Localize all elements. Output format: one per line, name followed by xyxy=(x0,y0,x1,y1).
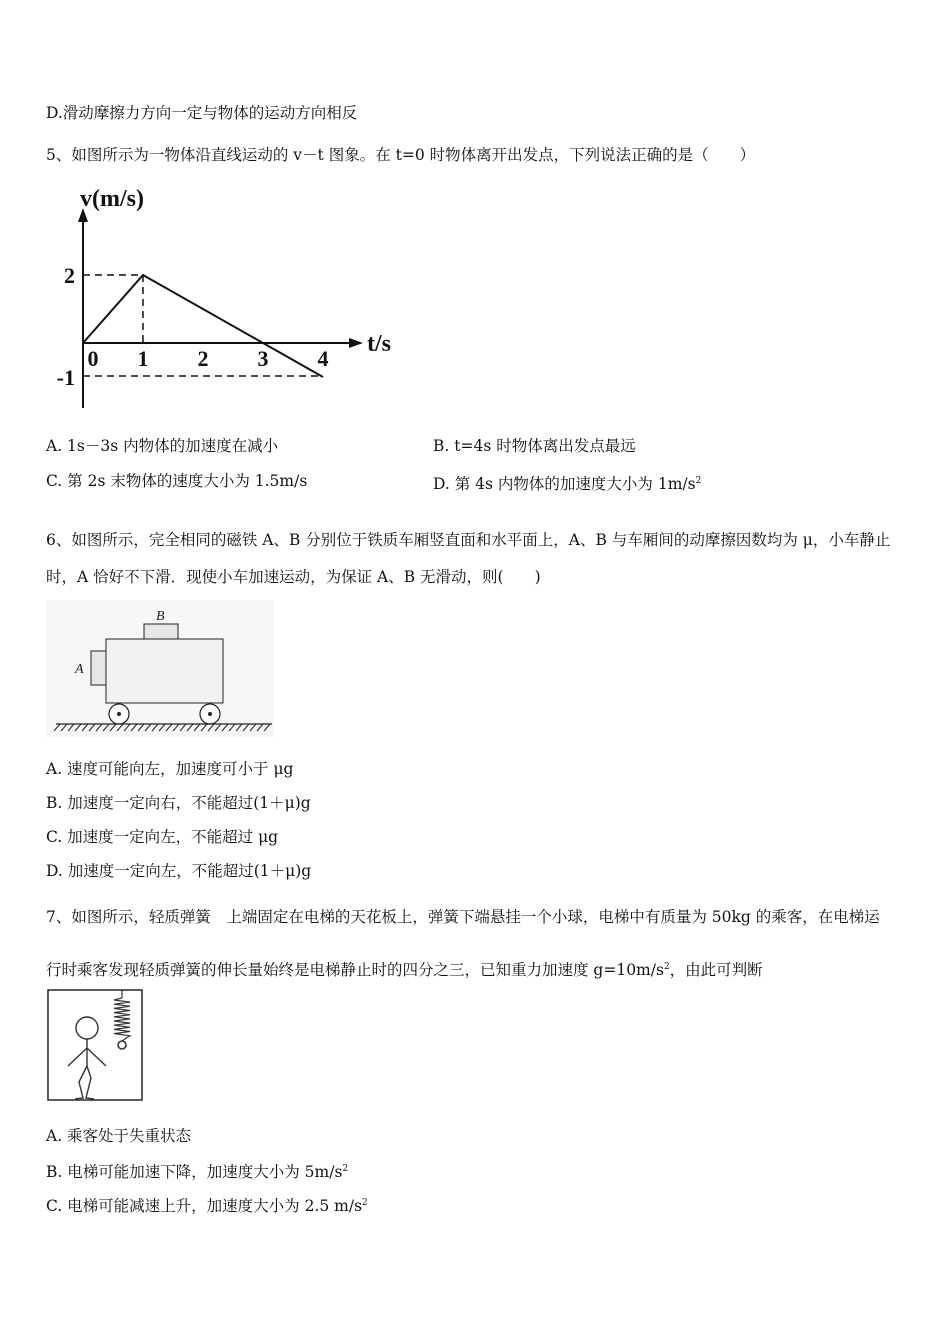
passenger-head xyxy=(76,1017,98,1039)
y-axis-label: v(m/s) xyxy=(80,186,144,212)
magnet-b xyxy=(144,624,178,639)
q5-option-a: A. 1s－3s 内物体的加速度在减小 xyxy=(46,437,279,455)
q7-option-c: C. 电梯可能减速上升，加速度大小为 2.5 $m/s^2$ xyxy=(46,1197,368,1215)
q6-option-a: A. 速度可能向左，加速度可小于 μg xyxy=(46,760,294,778)
q7-stem-line2: 行时乘客发现轻质弹簧的伸长量始终是电梯静止时的四分之三，已知重力加速度 $g=10m/s^2$，由此可判断 xyxy=(46,961,763,979)
q7-option-a: A. 乘客处于失重状态 xyxy=(46,1127,192,1145)
q5-option-b: B. t=4s 时物体离出发点最远 xyxy=(433,437,636,455)
q6-option-d: D. 加速度一定向左，不能超过(1＋μ)g xyxy=(46,862,312,880)
y-tick-label: 2 xyxy=(64,263,75,288)
q7-option-b: B. 电梯可能加速下降，加速度大小为 $5m/s^2$ xyxy=(46,1163,349,1181)
wheel-left-axle xyxy=(117,712,121,716)
x-tick-label: 4 xyxy=(317,346,329,371)
x-axis-label: t/s xyxy=(367,331,391,357)
label-a: A xyxy=(75,662,84,677)
elevator-figure xyxy=(46,988,148,1104)
q6-option-c: C. 加速度一定向左，不能超过 μg xyxy=(46,828,279,846)
x-tick-label: 0 xyxy=(87,346,99,371)
q4-option-d: D.滑动摩擦力方向一定与物体的运动方向相反 xyxy=(46,104,358,122)
wheel-right-axle xyxy=(208,712,212,716)
q5-option-c: C. 第 2s 末物体的速度大小为 1.5m/s xyxy=(46,472,308,490)
y-tick-label: -1 xyxy=(56,365,75,390)
magnet-a xyxy=(91,651,106,685)
x-axis-arrow xyxy=(349,338,363,348)
q5-stem: 5、如图所示为一物体沿直线运动的 v－t 图象。在 t=0 时物体离开出发点，下列说法正确的是（ ） xyxy=(46,146,756,164)
vt-graph xyxy=(40,180,410,415)
x-tick-label: 1 xyxy=(137,346,149,371)
q6-stem-line2: 时，A 恰好不下滑．现使小车加速运动，为保证 A、B 无滑动，则( ) xyxy=(46,568,541,586)
x-tick-label: 2 xyxy=(197,346,209,371)
q6-stem-line1: 6、如图所示，完全相同的磁铁 A、B 分别位于铁质车厢竖直面和水平面上，A、B 与车厢间的动摩擦因数均为 μ，小车静止 xyxy=(46,531,891,549)
q7-stem-line1: 7、如图所示，轻质弹簧 上端固定在电梯的天花板上，弹簧下端悬挂一个小球，电梯中有质量为 50kg 的乘客，在电梯运 xyxy=(46,908,880,926)
cart-figure xyxy=(46,600,276,740)
ball xyxy=(118,1041,126,1049)
y-tick-labels xyxy=(57,263,75,390)
q5-option-d: D. 第 4s 内物体的加速度大小为 $1m/s^2$ xyxy=(433,475,702,493)
x-tick-label: 3 xyxy=(257,346,269,371)
cart-body xyxy=(106,639,223,703)
q6-option-b: B. 加速度一定向右，不能超过(1＋μ)g xyxy=(46,794,311,812)
label-b: B xyxy=(156,609,165,624)
